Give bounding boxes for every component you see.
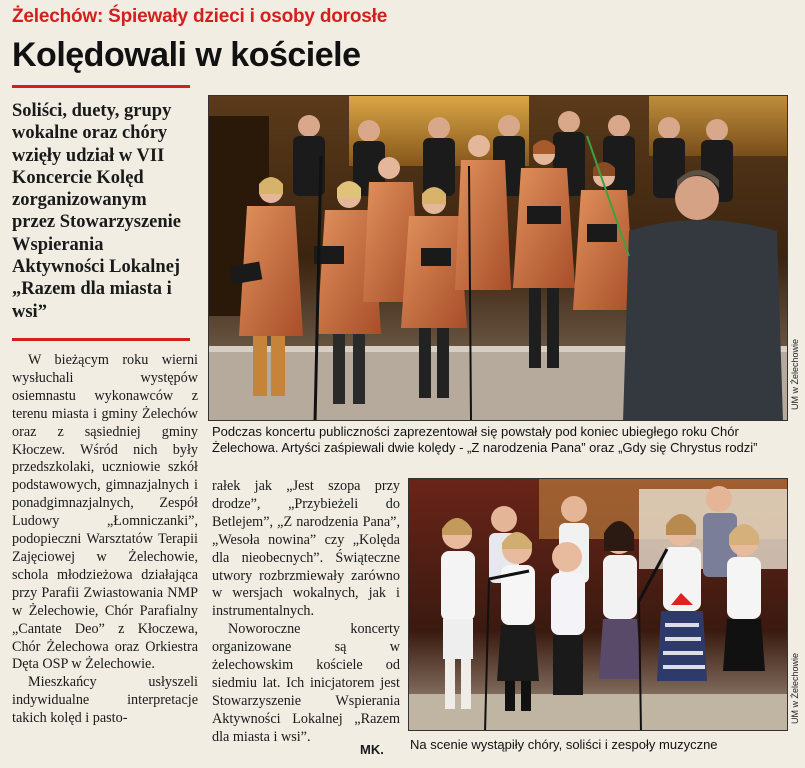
- article-lead: Soliści, duety, grupy wokalne oraz chóry wzięły udział w VII Koncercie Kolęd zorganizowanym przez Stowarzyszenie Wspierania Aktywności Lokalnej „Razem dla miasta i wsi”: [12, 101, 182, 322]
- article-kicker: Żelechów: Śpiewały dzieci i osoby dorosłe: [12, 6, 388, 27]
- body-paragraph: Mieszkańcy usłyszeli indywidualne interpretacje takich kolęd i pasto-: [12, 674, 198, 727]
- body-column-left: [12, 352, 198, 728]
- photo-caption: Na scenie wystąpiły chóry, soliści i zespoły muzyczne: [410, 737, 718, 752]
- photo-caption: Podczas koncertu publiczności zaprezentował się powstały pod koniec ubiegłego roku Chór Żelechowa. Artyści zaśpiewali dwie kolędy - „Z narodzenia Pana” oraz „Gdy się Chrystus rodzi”: [212, 424, 758, 455]
- article-headline: Kolędowali w kościele: [12, 36, 361, 74]
- body-paragraph: W bieżącym roku wierni wysłuchali występów osiemnastu wykonawców z terenu miasta i gminy Żelechów oraz z sąsiedniej gminy Kłoczew. Wśród nich były przedszkolaki, uczniowie szkół podstawowych, gimnazjalnych i ponadgimnazjalnych, Zespół Ludowy „Łomniczanki”, podopieczni Warsztatów Terapii Zajęciowej w Żelechowie, schola młodzieżowa działająca przy Parafii Zwiastowania NMP w Żelechowie, Chór Parafialny „Cantate Deo” z Kłoczewa, Chór Żelechowa oraz Orkiestra Dęta OSP w Żelechowie.: [12, 352, 198, 673]
- choir-photo: [208, 95, 788, 421]
- headline-divider: [12, 85, 190, 88]
- photo-credit: UM w Żelechowie: [790, 338, 800, 410]
- body-column-middle: [212, 478, 400, 747]
- choir-photo-illustration: [209, 96, 788, 421]
- photo-credit: UM w Żelechowie: [790, 652, 800, 724]
- author-signature: MK.: [360, 742, 384, 757]
- body-paragraph: rałek jak „Jest szopa przy drodze”, „Przybieżeli do Betlejem”, „Z narodzenia Pana”, „Wesoła nowina” czy „Kolęda dla nieobecnych”. Świąteczne utwory rozbrzmiewały zarówno w wersjach wokalnych, jak i instrumentalnych.: [212, 478, 400, 620]
- children-photo: [408, 478, 788, 731]
- lead-divider: [12, 338, 190, 341]
- body-paragraph: Noworoczne koncerty organizowane są w żelechowskim kościele od siedmiu lat. Ich inicjatorem jest Stowarzyszenie Wspierania Aktywności Lokalnej „Razem dla miasta i wsi”.: [212, 621, 400, 745]
- children-photo-illustration: [409, 479, 788, 731]
